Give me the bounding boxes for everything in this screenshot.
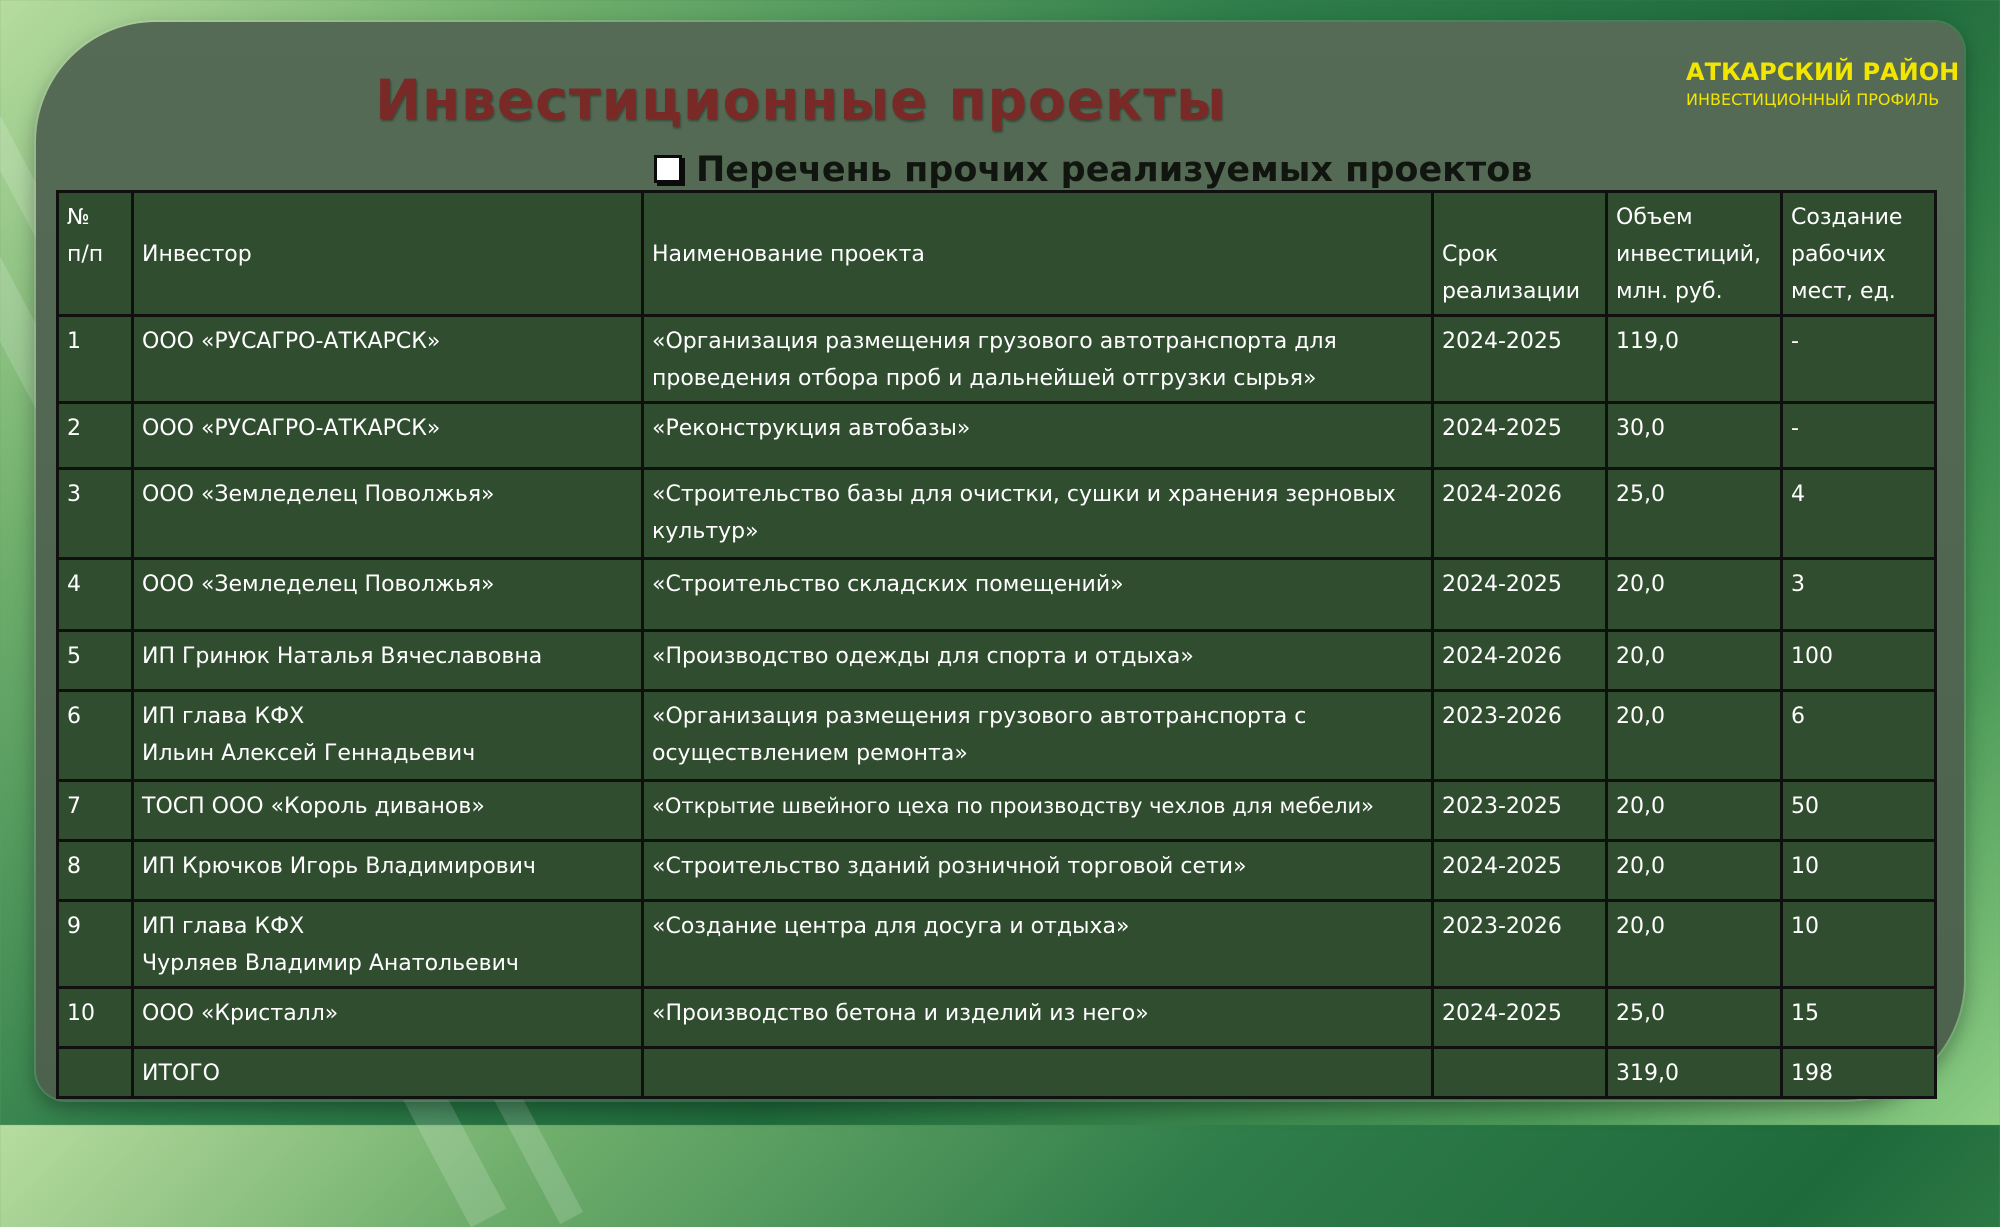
cell-investment: 30,0 xyxy=(1607,403,1782,469)
cell-jobs: 100 xyxy=(1782,631,1936,691)
cell-jobs: 4 xyxy=(1782,469,1936,559)
table-row xyxy=(58,403,1936,469)
cell-investment: 119,0 xyxy=(1607,316,1782,403)
cell-number xyxy=(58,1048,133,1098)
cell-project xyxy=(643,1048,1433,1098)
cell-number: 3 xyxy=(58,469,133,559)
cell-period: 2024-2025 xyxy=(1433,403,1607,469)
cell-number: 2 xyxy=(58,403,133,469)
checkbox-bullet-icon xyxy=(654,155,682,183)
cell-project: «Строительство складских помещений» xyxy=(643,559,1433,631)
cell-jobs: 3 xyxy=(1782,559,1936,631)
cell-investor: ИП Гринюк Наталья Вячеславовна xyxy=(133,631,643,691)
cell-jobs: 10 xyxy=(1782,841,1936,901)
column-header-project: Наименование проекта xyxy=(643,192,1433,316)
cell-investor: ИП Крючков Игорь Владимирович xyxy=(133,841,643,901)
table-row xyxy=(58,841,1936,901)
cell-number: 7 xyxy=(58,781,133,841)
table-row xyxy=(58,631,1936,691)
cell-number: 6 xyxy=(58,691,133,781)
cell-project: «Производство одежды для спорта и отдыха» xyxy=(643,631,1433,691)
cell-period: 2024-2025 xyxy=(1433,316,1607,403)
cell-period: 2024-2025 xyxy=(1433,559,1607,631)
cell-project: «Открытие швейного цеха по производству чехлов для мебели» xyxy=(643,781,1433,841)
table-row xyxy=(58,781,1936,841)
cell-period: 2024-2025 xyxy=(1433,841,1607,901)
section-subtitle-text: Перечень прочих реализуемых проектов xyxy=(696,150,1533,190)
cell-period xyxy=(1433,1048,1607,1098)
cell-investment: 25,0 xyxy=(1607,988,1782,1048)
cell-jobs: 10 xyxy=(1782,901,1936,988)
cell-jobs: 15 xyxy=(1782,988,1936,1048)
cell-project: «Строительство зданий розничной торговой сети» xyxy=(643,841,1433,901)
cell-project: «Организация размещения грузового автотранспорта для проведения отбора проб и дальнейшей отгрузки сырья» xyxy=(643,316,1433,403)
cell-number: 4 xyxy=(58,559,133,631)
cell-investment: 20,0 xyxy=(1607,781,1782,841)
cell-project: «Производство бетона и изделий из него» xyxy=(643,988,1433,1048)
column-header-jobs: Создание рабочих мест, ед. xyxy=(1782,192,1936,316)
cell-number: 8 xyxy=(58,841,133,901)
cell-jobs: - xyxy=(1782,403,1936,469)
cell-project: «Реконструкция автобазы» xyxy=(643,403,1433,469)
column-header-investor: Инвестор xyxy=(133,192,643,316)
cell-period: 2024-2026 xyxy=(1433,469,1607,559)
cell-investment: 20,0 xyxy=(1607,691,1782,781)
table-row xyxy=(58,901,1936,988)
cell-investor: ИП глава КФХ Ильин Алексей Геннадьевич xyxy=(133,691,643,781)
cell-investment: 25,0 xyxy=(1607,469,1782,559)
total-jobs: 198 xyxy=(1782,1048,1936,1098)
total-label: ИТОГО xyxy=(133,1048,643,1098)
cell-number: 10 xyxy=(58,988,133,1048)
cell-period: 2024-2025 xyxy=(1433,988,1607,1048)
table-row xyxy=(58,988,1936,1048)
cell-investment: 20,0 xyxy=(1607,901,1782,988)
cell-project: «Строительство базы для очистки, сушки и хранения зерновых культур» xyxy=(643,469,1433,559)
cell-project: «Создание центра для досуга и отдыха» xyxy=(643,901,1433,988)
section-subtitle xyxy=(654,150,1532,190)
column-header-period: Срок реализации xyxy=(1433,192,1607,316)
cell-investor: ТОСП ООО «Король диванов» xyxy=(133,781,643,841)
cell-jobs: 6 xyxy=(1782,691,1936,781)
cell-period: 2023-2026 xyxy=(1433,901,1607,988)
cell-investor: ООО «Кристалл» xyxy=(133,988,643,1048)
cell-investment: 20,0 xyxy=(1607,841,1782,901)
table-row xyxy=(58,559,1936,631)
cell-investment: 20,0 xyxy=(1607,559,1782,631)
table-header-row xyxy=(58,192,1936,316)
cell-period: 2024-2026 xyxy=(1433,631,1607,691)
cell-project: «Организация размещения грузового автотранспорта с осуществлением ремонта» xyxy=(643,691,1433,781)
cell-investor: ООО «Земледелец Поволжья» xyxy=(133,469,643,559)
table-row xyxy=(58,469,1936,559)
projects-table xyxy=(56,190,1937,1099)
cell-investor: ООО «Земледелец Поволжья» xyxy=(133,559,643,631)
cell-jobs: 50 xyxy=(1782,781,1936,841)
region-label xyxy=(1686,58,1959,109)
column-header-investment: Объем инвестиций, млн. руб. xyxy=(1607,192,1782,316)
cell-investor: ООО «РУСАГРО-АТКАРСК» xyxy=(133,403,643,469)
page-title: Инвестиционные проекты xyxy=(375,68,1227,132)
cell-investor: ИП глава КФХ Чурляев Владимир Анатольевич xyxy=(133,901,643,988)
total-row xyxy=(58,1048,1936,1098)
cell-number: 5 xyxy=(58,631,133,691)
table-row xyxy=(58,691,1936,781)
cell-period: 2023-2025 xyxy=(1433,781,1607,841)
table-row xyxy=(58,316,1936,403)
cell-number: 1 xyxy=(58,316,133,403)
cell-number: 9 xyxy=(58,901,133,988)
column-header-number: № п/п xyxy=(58,192,133,316)
cell-investment: 20,0 xyxy=(1607,631,1782,691)
cell-period: 2023-2026 xyxy=(1433,691,1607,781)
cell-investor: ООО «РУСАГРО-АТКАРСК» xyxy=(133,316,643,403)
total-investment: 319,0 xyxy=(1607,1048,1782,1098)
region-name: АТКАРСКИЙ РАЙОН xyxy=(1686,58,1960,86)
region-subtitle: ИНВЕСТИЦИОННЫЙ ПРОФИЛЬ xyxy=(1686,90,1940,109)
cell-jobs: - xyxy=(1782,316,1936,403)
